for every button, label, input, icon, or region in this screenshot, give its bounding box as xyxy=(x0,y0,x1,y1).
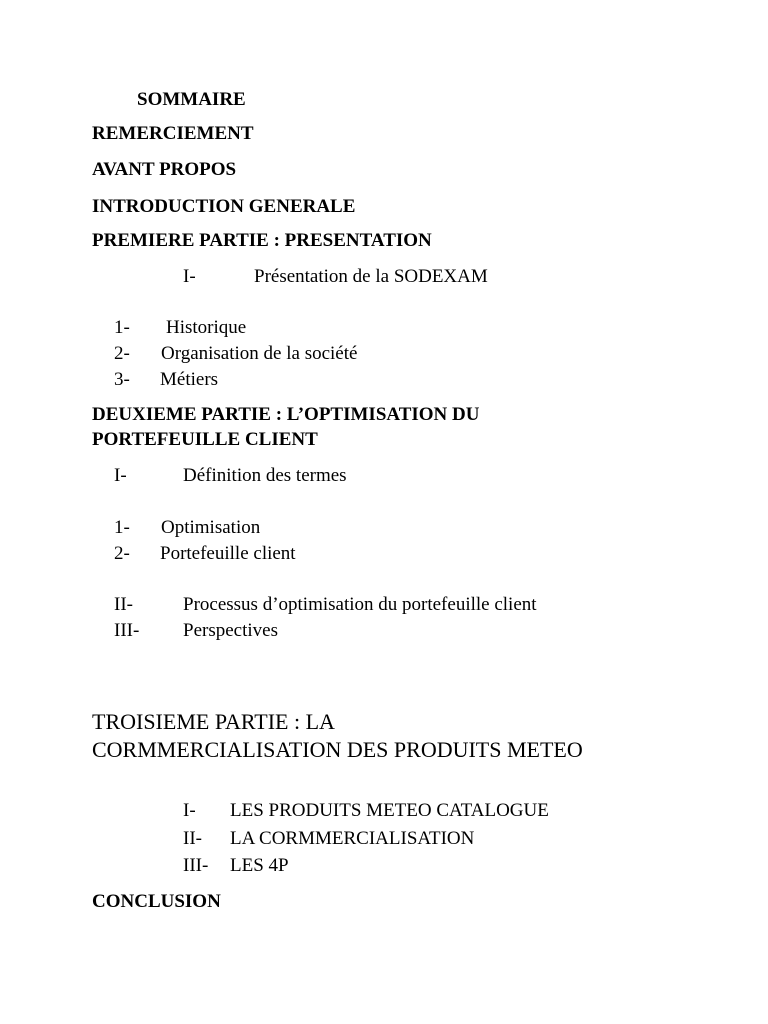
section-label: Perspectives xyxy=(183,620,278,641)
section-number: II- xyxy=(183,828,202,849)
section-label: Définition des termes xyxy=(183,465,347,486)
item-number: 2- xyxy=(114,343,130,364)
item-label: Organisation de la société xyxy=(161,343,358,364)
part2-title-line1: DEUXIEME PARTIE : L’OPTIMISATION DU xyxy=(92,404,480,425)
section-label: Présentation de la SODEXAM xyxy=(254,266,488,287)
section-number: I- xyxy=(114,465,127,486)
section-number: I- xyxy=(183,266,196,287)
section-label: LA CORMMERCIALISATION xyxy=(230,828,475,849)
item-number: 1- xyxy=(114,317,130,338)
item-number: 1- xyxy=(114,517,130,538)
item-label: Historique xyxy=(166,317,247,338)
item-label: Portefeuille client xyxy=(160,543,296,564)
section-number: III- xyxy=(183,855,209,876)
part3-title-line2: CORMMERCIALISATION DES PRODUITS METEO xyxy=(92,737,583,762)
part3-title-line1: TROISIEME PARTIE : LA xyxy=(92,709,335,734)
section-number: III- xyxy=(114,620,140,641)
toc-conclusion: CONCLUSION xyxy=(92,891,221,912)
section-label: Processus d’optimisation du portefeuille client xyxy=(183,594,537,615)
item-number: 2- xyxy=(114,543,130,564)
item-label: Optimisation xyxy=(161,517,261,538)
section-number: II- xyxy=(114,594,133,615)
part1-title: PREMIERE PARTIE : PRESENTATION xyxy=(92,230,432,251)
item-number: 3- xyxy=(114,369,130,390)
section-label: LES 4P xyxy=(230,855,289,876)
toc-avant-propos: AVANT PROPOS xyxy=(92,159,237,180)
part2-title-line2: PORTEFEUILLE CLIENT xyxy=(92,429,318,450)
section-number: I- xyxy=(183,800,196,821)
item-label: Métiers xyxy=(160,369,219,390)
section-label: LES PRODUITS METEO CATALOGUE xyxy=(230,800,549,821)
toc-introduction: INTRODUCTION GENERALE xyxy=(92,196,356,217)
toc-remerciement: REMERCIEMENT xyxy=(92,123,254,144)
toc-title: SOMMAIRE xyxy=(137,89,246,110)
